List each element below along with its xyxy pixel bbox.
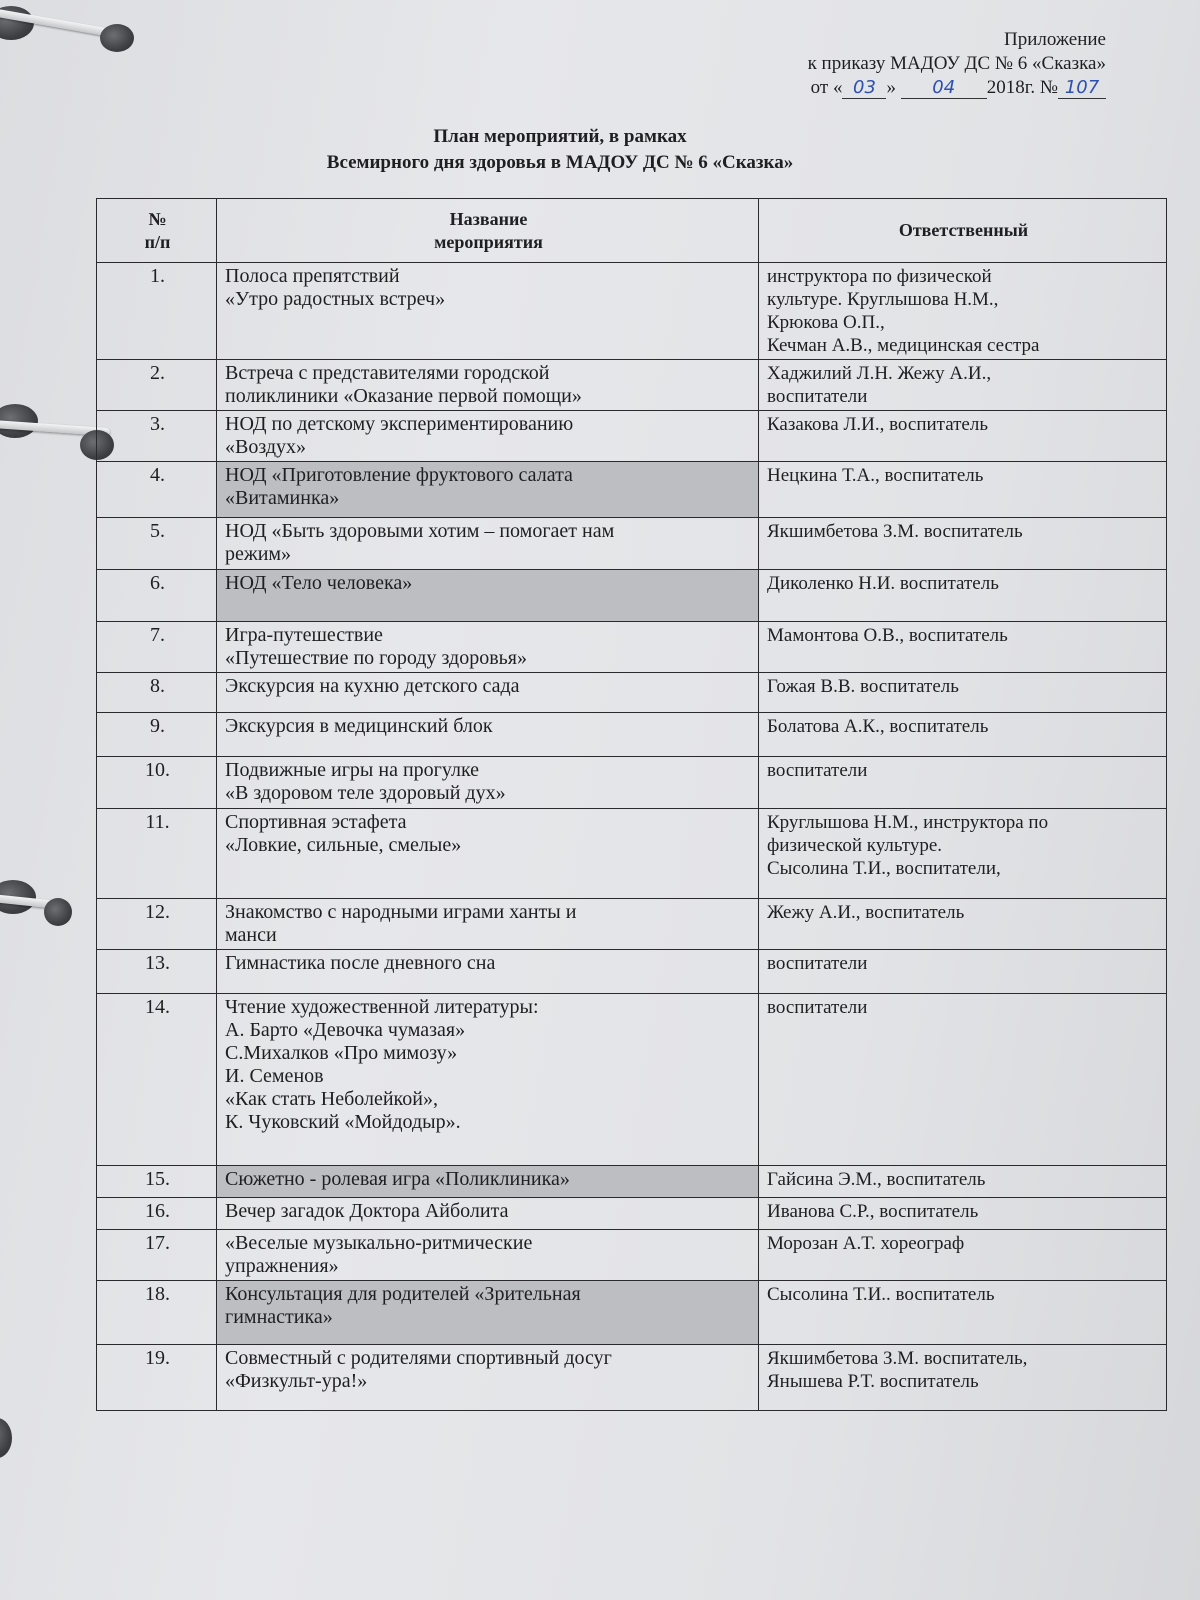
appendix-header <box>686 28 1106 100</box>
event-name: «Веселые музыкально-ритмические упражнения» <box>217 1230 759 1281</box>
event-name: Консультация для родителей «Зрительная гимнастика» <box>217 1281 759 1345</box>
event-name: Знакомство с народными играми ханты и манси <box>217 899 759 950</box>
event-name: Сюжетно - ролевая игра «Поликлиника» <box>217 1166 759 1198</box>
event-name: НОД «Тело человека» <box>217 570 759 622</box>
event-name: Гимнастика после дневного сна <box>217 950 759 994</box>
row-number: 12. <box>97 899 217 950</box>
responsible-person: воспитатели <box>759 994 1167 1166</box>
row-number: 6. <box>97 570 217 622</box>
responsible-person: Сысолина Т.И.. воспитатель <box>759 1281 1167 1345</box>
order-date-line: от « 03 » 04 2018г. № 107 <box>686 76 1106 100</box>
table-header-row <box>97 199 1167 263</box>
table-row <box>97 809 1167 899</box>
events-table <box>96 198 1167 1411</box>
responsible-person: Жежу А.И., воспитатель <box>759 899 1167 950</box>
table-row <box>97 360 1167 411</box>
row-number: 13. <box>97 950 217 994</box>
title-line-2: Всемирного дня здоровья в МАДОУ ДС № 6 «Сказка» <box>326 152 794 173</box>
responsible-person: Казакова Л.И., воспитатель <box>759 411 1167 462</box>
responsible-person: Якшимбетова З.М. воспитатель <box>759 518 1167 570</box>
row-number: 7. <box>97 622 217 673</box>
header-num: № п/п <box>97 199 217 263</box>
binder-hole-icon <box>0 1418 12 1458</box>
table-row <box>97 673 1167 713</box>
table-row <box>97 899 1167 950</box>
event-name: Игра-путешествие «Путешествие по городу здоровья» <box>217 622 759 673</box>
event-name: Встреча с представителями городской поликлиники «Оказание первой помощи» <box>217 360 759 411</box>
table-row <box>97 1230 1167 1281</box>
order-reference: к приказу МАДОУ ДС № 6 «Сказка» <box>807 53 1106 74</box>
table-row <box>97 1345 1167 1411</box>
responsible-person: Диколенко Н.И. воспитатель <box>759 570 1167 622</box>
responsible-person: Иванова С.Р., воспитатель <box>759 1198 1167 1230</box>
table-row <box>97 950 1167 994</box>
event-name: Экскурсия на кухню детского сада <box>217 673 759 713</box>
binder-hole-icon <box>100 24 134 52</box>
table-row <box>97 757 1167 809</box>
responsible-person: Круглышова Н.М., инструктора по физической культуре. Сысолина Т.И., воспитатели, <box>759 809 1167 899</box>
row-number: 15. <box>97 1166 217 1198</box>
table-row <box>97 713 1167 757</box>
responsible-person: Якшимбетова З.М. воспитатель, Янышева Р.Т. воспитатель <box>759 1345 1167 1411</box>
table-row <box>97 263 1167 360</box>
row-number: 11. <box>97 809 217 899</box>
table-row <box>97 518 1167 570</box>
table-row <box>97 1166 1167 1198</box>
responsible-person: Хаджилий Л.Н. Жежу А.И., воспитатели <box>759 360 1167 411</box>
binder-hole-icon <box>44 898 72 926</box>
event-name: Полоса препятствий «Утро радостных встреч» <box>217 263 759 360</box>
handwritten-order-number: 107 <box>1058 78 1106 99</box>
event-name: НОД «Приготовление фруктового салата «Витаминка» <box>217 462 759 518</box>
responsible-person: воспитатели <box>759 950 1167 994</box>
row-number: 1. <box>97 263 217 360</box>
table-row <box>97 411 1167 462</box>
row-number: 19. <box>97 1345 217 1411</box>
row-number: 2. <box>97 360 217 411</box>
event-name: Экскурсия в медицинский блок <box>217 713 759 757</box>
table-row <box>97 1281 1167 1345</box>
event-name: Подвижные игры на прогулке «В здоровом теле здоровый дух» <box>217 757 759 809</box>
row-number: 5. <box>97 518 217 570</box>
event-name: Совместный с родителями спортивный досуг «Физкульт-ура!» <box>217 1345 759 1411</box>
header-event: Название мероприятия <box>217 199 759 263</box>
responsible-person: Мамонтова О.В., воспитатель <box>759 622 1167 673</box>
table-body <box>97 263 1167 1411</box>
row-number: 8. <box>97 673 217 713</box>
responsible-person: Болатова А.К., воспитатель <box>759 713 1167 757</box>
row-number: 10. <box>97 757 217 809</box>
row-number: 3. <box>97 411 217 462</box>
document-title <box>200 124 920 176</box>
event-name: Чтение художественной литературы: А. Барто «Девочка чумазая» С.Михалков «Про мимозу» И. Семенов «Как стать Неболейкой», К. Чуковский «Мойдодыр». <box>217 994 759 1166</box>
responsible-person: Нецкина Т.А., воспитатель <box>759 462 1167 518</box>
table-row <box>97 570 1167 622</box>
table-row <box>97 994 1167 1166</box>
row-number: 16. <box>97 1198 217 1230</box>
event-name: Вечер загадок Доктора Айболита <box>217 1198 759 1230</box>
row-number: 18. <box>97 1281 217 1345</box>
event-name: НОД по детскому экспериментированию «Воздух» <box>217 411 759 462</box>
row-number: 9. <box>97 713 217 757</box>
responsible-person: инструктора по физической культуре. Круглышова Н.М., Крюкова О.П., Кечман А.В., медицинская сестра <box>759 263 1167 360</box>
title-line-1: План мероприятий, в рамках <box>433 126 687 147</box>
row-number: 17. <box>97 1230 217 1281</box>
handwritten-month: 04 <box>901 78 987 99</box>
appendix-label: Приложение <box>1004 29 1106 50</box>
event-name: НОД «Быть здоровыми хотим – помогает нам режим» <box>217 518 759 570</box>
handwritten-day: 03 <box>842 78 886 99</box>
table-row <box>97 1198 1167 1230</box>
row-number: 14. <box>97 994 217 1166</box>
row-number: 4. <box>97 462 217 518</box>
event-name: Спортивная эстафета «Ловкие, сильные, смелые» <box>217 809 759 899</box>
table-row <box>97 622 1167 673</box>
responsible-person: воспитатели <box>759 757 1167 809</box>
responsible-person: Гайсина Э.М., воспитатель <box>759 1166 1167 1198</box>
table-row <box>97 462 1167 518</box>
responsible-person: Морозан А.Т. хореограф <box>759 1230 1167 1281</box>
header-responsible: Ответственный <box>759 199 1167 263</box>
responsible-person: Гожая В.В. воспитатель <box>759 673 1167 713</box>
